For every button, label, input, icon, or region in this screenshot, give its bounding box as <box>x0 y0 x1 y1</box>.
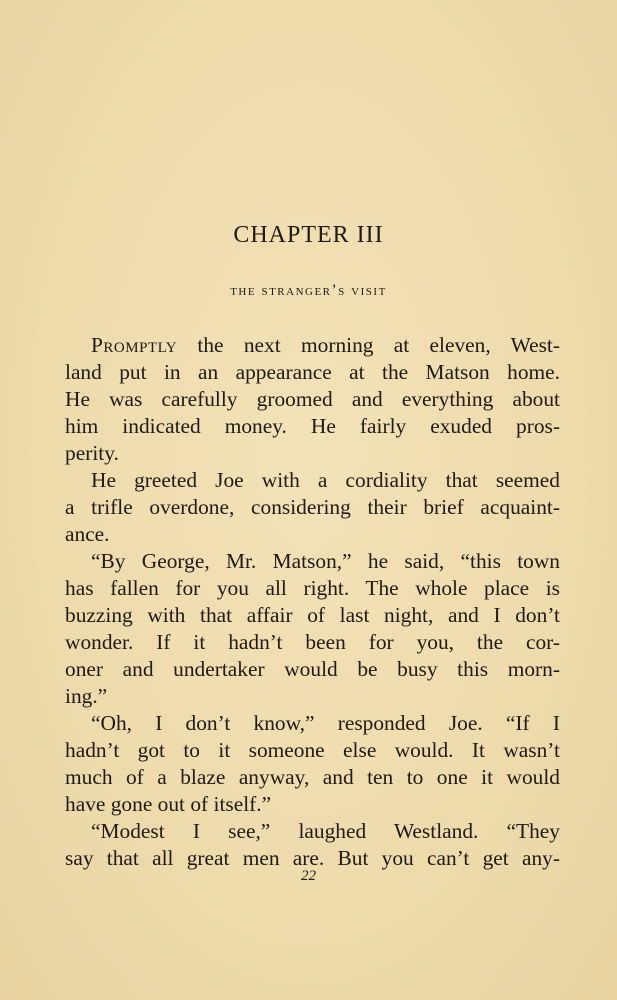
line-text: “By George, Mr. Matson,” he said, “this town <box>91 549 560 573</box>
chapter-body-text <box>65 332 560 872</box>
line-text: ing.” <box>65 684 108 708</box>
line-text: land put in an appearance at the Matson home. <box>65 360 560 384</box>
line-text: oner and undertaker would be busy this morn- <box>65 657 560 681</box>
text-line <box>65 386 560 413</box>
text-line <box>65 818 560 845</box>
text-line <box>65 602 560 629</box>
text-line <box>65 737 560 764</box>
chapter-subtitle: the stranger’s visit <box>230 282 387 299</box>
text-line <box>65 521 560 548</box>
text-line <box>65 710 560 737</box>
line-text: “Oh, I don’t know,” responded Joe. “If I <box>91 711 560 735</box>
text-line <box>65 548 560 575</box>
line-text: has fallen for you all right. The whole place is <box>65 576 560 600</box>
line-text: say that all great men are. But you can’t get any- <box>65 846 560 870</box>
text-line <box>65 440 560 467</box>
text-line <box>65 575 560 602</box>
text-line <box>65 332 560 359</box>
line-text: wonder. If it hadn’t been for you, the cor- <box>65 630 560 654</box>
text-line <box>65 791 560 818</box>
line-text: the next morning at eleven, West- <box>177 333 560 357</box>
text-line <box>65 683 560 710</box>
line-text: “Modest I see,” laughed Westland. “They <box>91 819 560 843</box>
line-text: him indicated money. He fairly exuded pros- <box>65 414 560 438</box>
line-text: have gone out of itself.” <box>65 792 272 816</box>
line-text: much of a blaze anyway, and ten to one it would <box>65 765 560 789</box>
line-text: buzzing with that affair of last night, and I don’t <box>65 603 560 627</box>
line-text: a trifle overdone, considering their brief acquaint- <box>65 495 560 519</box>
text-line <box>65 413 560 440</box>
line-text: perity. <box>65 441 119 465</box>
text-line <box>65 656 560 683</box>
page-number: 22 <box>301 868 316 884</box>
text-line <box>65 629 560 656</box>
chapter-title: CHAPTER III <box>233 222 384 248</box>
line-text: ance. <box>65 522 110 546</box>
line-text: He was carefully groomed and everything about <box>65 387 560 411</box>
lead-word: Promptly <box>91 333 178 357</box>
text-line <box>65 467 560 494</box>
text-line <box>65 764 560 791</box>
text-line <box>65 359 560 386</box>
line-text: hadn’t got to it someone else would. It wasn’t <box>65 738 560 762</box>
text-line <box>65 494 560 521</box>
line-text: He greeted Joe with a cordiality that seemed <box>91 468 560 492</box>
